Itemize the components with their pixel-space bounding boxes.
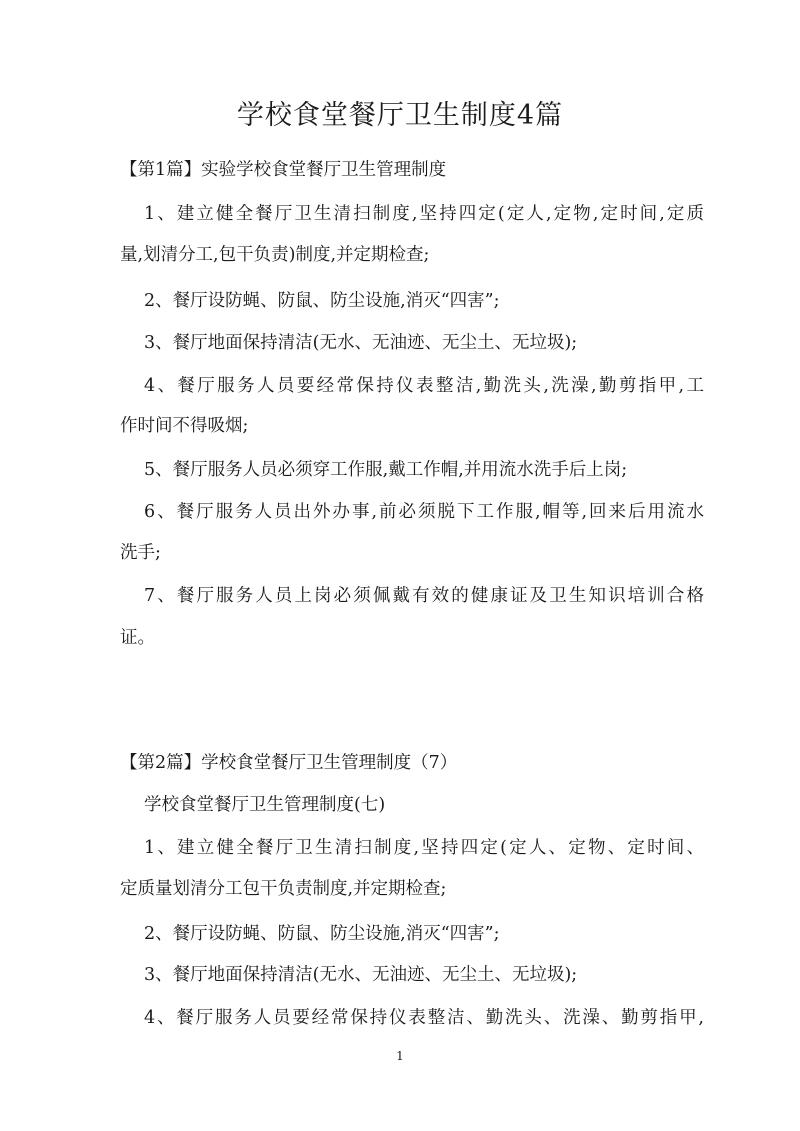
article1-item1-line1: 1、建立健全餐厅卫生清扫制度,坚持四定(定人,定物,定时间,定质 bbox=[144, 204, 704, 224]
article2-item1-line1: 1、建立健全餐厅卫生清扫制度,坚持四定(定人、定物、定时间、 bbox=[144, 838, 704, 858]
article1-heading: 【第1篇】实验学校食堂餐厅卫生管理制度 bbox=[120, 160, 447, 180]
article1-item7-line2: 证。 bbox=[120, 628, 155, 648]
article1-item1-line2: 量,划清分工,包干负责)制度,并定期检查; bbox=[120, 245, 430, 265]
article1-item3: 3、餐厅地面保持清洁(无水、无油迹、无尘土、无垃圾); bbox=[144, 333, 578, 353]
article2-item1-line2: 定质量划清分工包干负责制度,并定期检查; bbox=[120, 879, 447, 899]
page-number: 1 bbox=[396, 1049, 404, 1063]
article2-subtitle: 学校食堂餐厅卫生管理制度(七) bbox=[144, 795, 386, 815]
article1-item6-line2: 洗手; bbox=[120, 543, 161, 563]
article2-item3: 3、餐厅地面保持清洁(无水、无油迹、无尘土、无垃圾); bbox=[144, 965, 578, 985]
article2-item2: 2、餐厅设防蝇、防鼠、防尘设施,消灭“四害”; bbox=[144, 924, 500, 944]
article1-item7-line1: 7、餐厅服务人员上岗必须佩戴有效的健康证及卫生知识培训合格 bbox=[144, 586, 704, 606]
article2-item4-line1: 4、餐厅服务人员要经常保持仪表整洁、勤洗头、洗澡、勤剪指甲, bbox=[144, 1008, 704, 1028]
article1-item2: 2、餐厅设防蝇、防鼠、防尘设施,消灭“四害”; bbox=[144, 291, 500, 311]
article1-item4-line2: 作时间不得吸烟; bbox=[120, 416, 249, 436]
article1-item5: 5、餐厅服务人员必须穿工作服,戴工作帽,并用流水洗手后上岗; bbox=[144, 460, 628, 480]
document-title: 学校食堂餐厅卫生制度4篇 bbox=[236, 100, 564, 131]
article1-item6-line1: 6、餐厅服务人员出外办事,前必须脱下工作服,帽等,回来后用流水 bbox=[144, 502, 704, 522]
article1-item4-line1: 4、餐厅服务人员要经常保持仪表整洁,勤洗头,洗澡,勤剪指甲,工 bbox=[144, 376, 704, 396]
article2-heading: 【第2篇】学校食堂餐厅卫生管理制度（7） bbox=[120, 753, 458, 773]
